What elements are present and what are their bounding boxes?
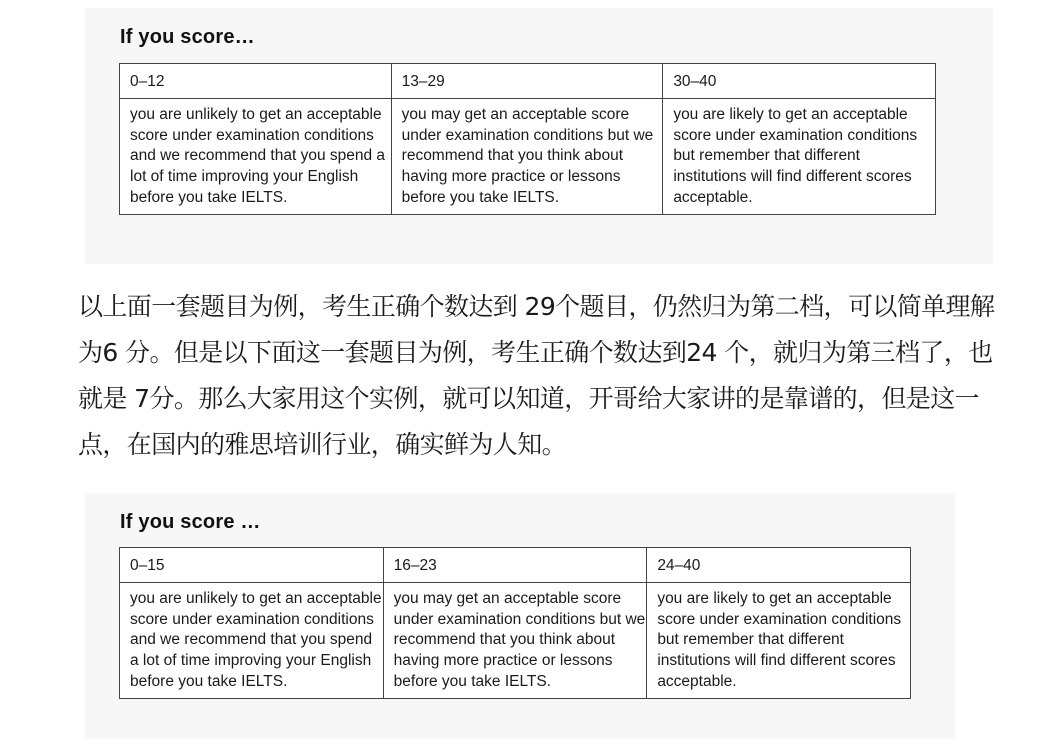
table-1-heading: If you score…	[120, 26, 255, 48]
score-range-cell: 16–23	[383, 548, 647, 583]
table-header-row	[120, 64, 936, 99]
score-range-cell: 0–12	[120, 64, 392, 99]
score-description-cell: you are likely to get an acceptable score under examination conditions but remember that different institutions will find different scores acceptable.	[663, 99, 936, 215]
score-description-cell: you may get an acceptable score under examination conditions but we recommend that you think about having more practice or lessons before you take IELTS.	[383, 583, 647, 699]
explanation-paragraph: 以上面一套题目为例，考生正确个数达到 29个题目，仍然归为第二档，可以简单理解为6 分。但是以下面这一套题目为例，考生正确个数达到24 个，就归为第三档了，也就是 7分。那么大家用这个实例，就可以知道，开哥给大家讲的是靠谱的，但是这一点，在国内的雅思培训行业，确实鲜为人知。	[78, 292, 995, 459]
score-range-cell: 0–15	[120, 548, 384, 583]
score-table-2	[119, 547, 911, 699]
score-range-cell: 13–29	[391, 64, 663, 99]
score-description-cell: you are likely to get an acceptable score under examination conditions but remember that different institutions will find different scores acceptable.	[647, 583, 911, 699]
score-description-cell: you are unlikely to get an acceptable score under examination conditions and we recommend that you spend a lot of time improving your English before you take IELTS.	[120, 99, 392, 215]
score-description-cell: you are unlikely to get an acceptable score under examination conditions and we recommend that you spend a lot of time improving your English before you take IELTS.	[120, 583, 384, 699]
table-2-heading: If you score …	[120, 511, 261, 533]
score-description-cell: you may get an acceptable score under examination conditions but we recommend that you think about having more practice or lessons before you take IELTS.	[391, 99, 663, 215]
score-range-cell: 30–40	[663, 64, 936, 99]
score-range-cell: 24–40	[647, 548, 911, 583]
score-table-1	[119, 63, 936, 215]
table-header-row	[120, 548, 911, 583]
table-row	[120, 99, 936, 215]
table-row	[120, 583, 911, 699]
